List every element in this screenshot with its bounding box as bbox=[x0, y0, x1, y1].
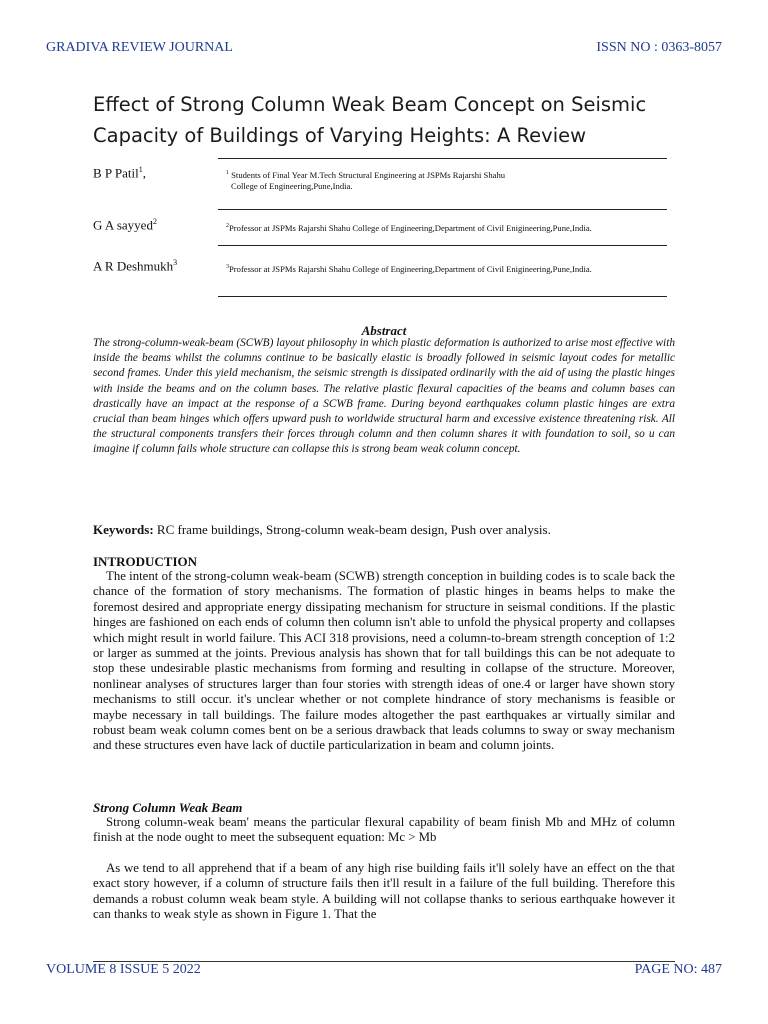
introduction-heading: INTRODUCTION bbox=[93, 554, 198, 569]
abstract-text: The strong-column-weak-beam (SCWB) layout philosophy in which plastic deformation is authorized to arise most effective with inside the beams whilst the columns continue to be basically elastic is broadly followed in seismic layout codes for metallic second frames. Under this yield mechanism, the seismic strength is dissipated ordinarily with the aid of using the plastic hinges with inside the beams and on the column bases. The relative plastic flexural capacities of the beams and column bases can drastically have an impact at the response of a SCWB frame. During beyond earthquakes column plastic hinges are extra crucial than beam hinges which offers upward push to worldwide structural harm and excessive existence threatening risk. All the structural components transfers their forces through column and then column shares it with foundation to soil, so u can imagine if column fails whole structure can collapse this is strong beam weak column concept. bbox=[93, 337, 675, 456]
scwb-paragraph: Strong column-weak beam' means the particular flexural capability of beam finish Mb and MHz of column finish at the node ought to meet the subsequent equation: Mc > Mb bbox=[93, 815, 675, 845]
issn-number: ISSN NO : 0363-8057 bbox=[596, 40, 722, 55]
introduction-text: The intent of the strong-column weak-beam (SCWB) strength conception in building codes is to scale back the chance of the formation of story mechanisms. The formation of plastic hinges in beams helps to make the foremost desired and appropriate energy dissipating mechanism for structure in seismal conditions. If the plastic hinges are fashioned on each ends of column then column isn't able to unfold the physical property and collapses which might result in world failure. This ACI 318 provisions, need a column-to-bream strength conception of 1:2 or larger as summed at the joints. Previous analysis has shown that for tall buildings this can be not adequate to stop these undesirable plastic mechanisms from forming and resulting in collapse of the structure. Moreover, nonlinear analyses of structures larger than four stories with strength ideas of one.4 or larger have shown story mechanisms to still occur. it's unclear whether or not complete hindrance of story mechanisms is feasible or maybe necessary in tall buildings. The failure modes altogether the past earthquakes ar virtually similar and robust beam weak column comes bent on be a serious drawback that leads columns to sway or sway mechanism and these structures even have lack of ductile particularization in beam and column joints. bbox=[93, 569, 675, 753]
author-name: A R Deshmukh$^3$ bbox=[93, 258, 178, 274]
body-paragraph: As we tend to all apprehend that if a beam of any high rise building fails it'll solely have an effect on the that exact story however, if a column of structure fails then it'll result in a failure of the full building. Therefore this demands a robust column weak beam style. A building will not collapse thanks to serious earthquake however it can thanks to weak style as shown in Figure 1. That the bbox=[93, 861, 675, 922]
author-affiliation: $^1$ Students of Final Year M.Tech Structural Engineering at JSPMs Rajarshi Shahu College of Engineering,Pune,India. bbox=[226, 169, 506, 191]
title-line-1: Effect of Strong Column Weak Beam Concept on Seismic bbox=[93, 93, 647, 116]
keywords-label: Keywords: bbox=[93, 522, 154, 537]
author-affiliation: $^3$Professor at JSPMs Rajarshi Shahu College of Engineering,Department of Civil Enigineering,Pune,India. bbox=[226, 263, 592, 274]
paper-title bbox=[93, 89, 733, 151]
scwb-heading: Strong Column Weak Beam bbox=[93, 800, 243, 815]
author-divider bbox=[218, 245, 667, 246]
abstract-heading: Abstract bbox=[361, 323, 407, 338]
author-name: G A sayyed$^2$ bbox=[93, 217, 157, 233]
keywords-line bbox=[93, 522, 551, 538]
author-affiliation: $^2$Professor at JSPMs Rajarshi Shahu College of Engineering,Department of Civil Enigineering,Pune,India. bbox=[226, 222, 592, 233]
title-line-2: Capacity of Buildings of Varying Heights: A Review bbox=[93, 124, 587, 147]
volume-issue: VOLUME 8 ISSUE 5 2022 bbox=[46, 962, 201, 977]
page-number: PAGE NO: 487 bbox=[634, 962, 722, 977]
author-name: B P Patil$^1$, bbox=[93, 165, 147, 181]
journal-name: GRADIVA REVIEW JOURNAL bbox=[46, 40, 233, 55]
author-divider bbox=[218, 296, 667, 297]
author-divider bbox=[218, 209, 667, 210]
keywords-text: RC frame buildings, Strong-column weak-beam design, Push over analysis. bbox=[153, 522, 551, 537]
author-divider bbox=[218, 158, 667, 159]
